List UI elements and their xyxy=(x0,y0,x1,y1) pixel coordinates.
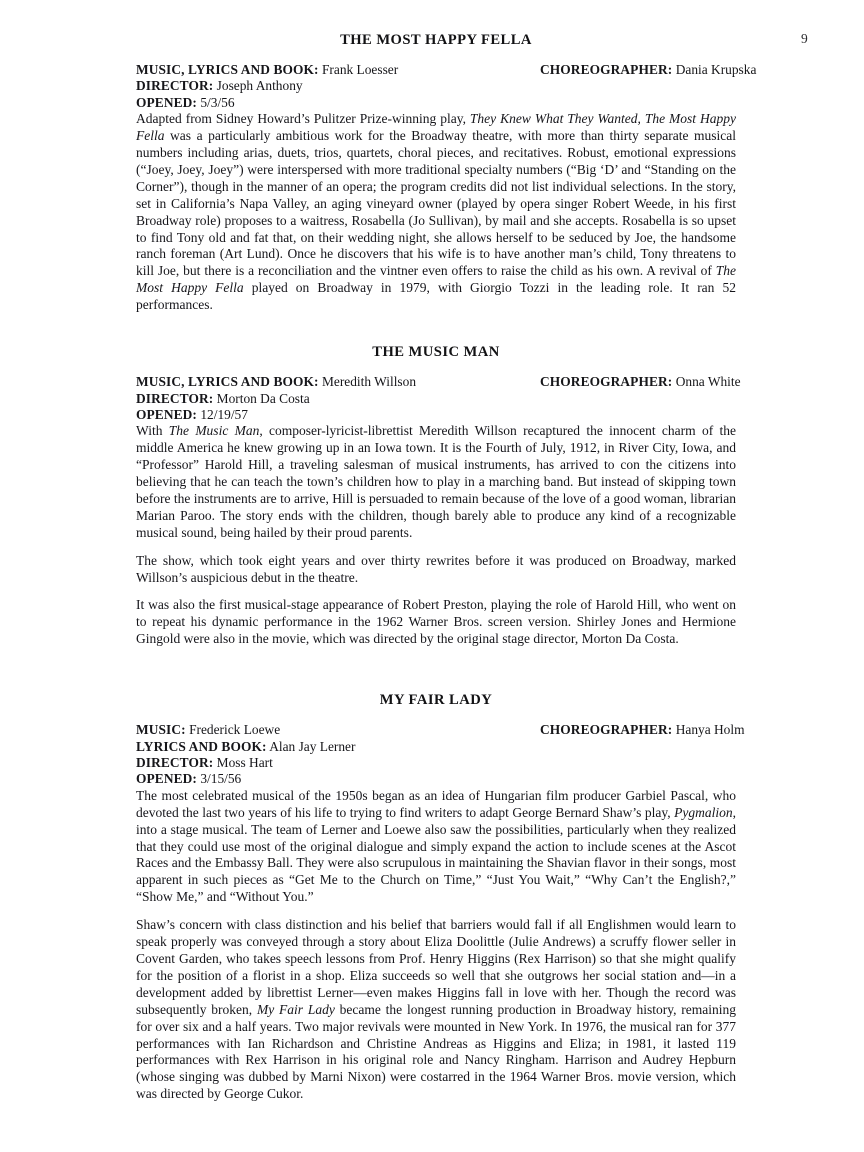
credit-label: CHOREOGRAPHER: xyxy=(540,62,673,77)
credit-label: CHOREOGRAPHER: xyxy=(540,722,673,738)
credit-value: Moss Hart xyxy=(216,755,273,770)
credit-value: 5/3/56 xyxy=(200,94,235,110)
credit-value: Meredith Willson xyxy=(321,374,417,390)
credits-block xyxy=(136,374,741,423)
credit-label: OPENED: xyxy=(136,406,197,422)
credit-label: MUSIC, LYRICS AND BOOK: xyxy=(136,374,319,390)
credit-value: Alan Jay Lerner xyxy=(269,738,356,754)
credit-label: OPENED: xyxy=(136,94,197,110)
credit-value: Onna White xyxy=(675,374,741,390)
body-paragraph: The show, which took eight years and over thirty rewrites before it was produced on Broadway, marked Willson’s auspicious debut in the theatre. xyxy=(136,552,736,585)
body-paragraph: Adapted from Sidney Howard’s Pulitzer Prize-winning play, They Knew What They Wanted, The Most Happy Fella was a particularly ambitious work for the Broadway theatre, with more than thirty separate musical numbers including arias, duets, trios, quartets, choral pieces, and recitatives. Robust, emotional expressions (“Joey, Joey, Joey”) were interspersed with more traditional specialty numbers (“Big ‘D’ and “Standing on the Corner”), though in the manner of an opera; the program credits did not list individual selections. In the story, set in California’s Napa Valley, an aging vineyard owner (played by opera singer Robert Weede, in his first Broadway role) proposes to a waitress, Rosabella (Jo Sullivan), by mail and she accepts. Rosabella is so upset to find Tony old and fat that, on their wedding night, she allows herself to be seduced by Joe, the handsome ranch foreman (Art Lund). Once he discovers that his wife is to have another man’s child, Tony threatens to kill Joe, but there is a reconciliation and the vintner even offers to raise the child as his own. A revival of The Most Happy Fella played on Broadway in 1979, with Giorgio Tozzi in the leading role. It ran 52 performances. xyxy=(136,111,737,313)
credit-label: CHOREOGRAPHER: xyxy=(540,374,673,390)
credits-block xyxy=(136,722,745,788)
credits-block xyxy=(136,62,757,111)
credit-label: MUSIC, LYRICS AND BOOK: xyxy=(136,62,319,77)
credit-label: OPENED: xyxy=(136,771,197,787)
credit-value: Hanya Holm xyxy=(675,722,745,738)
show-title: THE MUSIC MAN xyxy=(372,344,500,361)
credit-value: Dania Krupska xyxy=(675,62,757,77)
credit-director xyxy=(136,391,736,407)
show-section-my-fair-lady xyxy=(136,692,745,1103)
credit-label: DIRECTOR: xyxy=(136,755,214,770)
section-spacer xyxy=(136,314,736,344)
section-spacer xyxy=(136,648,736,692)
credit-label: MUSIC: xyxy=(136,722,186,738)
body-paragraph: Shaw’s concern with class distinction and his belief that barriers would fall if all Englishmen would learn to speak properly was conveyed through a story about Eliza Doolittle (Julie Andrews) a scruffy flower seller in Covent Garden, who takes speech lessons from Prof. Henry Higgins (Rex Harrison) so that she might qualify for the position of a florist in a shop. Eliza succeeds so well that she outgrows her social station and—in a development added by librettist Lerner—even makes Higgins fall in love with her. Though the record was subsequently broken, My Fair Lady became the longest running production in Broadway history, remaining for over six and a half years. Two major revivals were mounted in New York. In 1976, the musical ran for 377 performances with Ian Richardson and Christine Andreas as Higgins and Eliza; in 1981, it lasted 119 performances with Rex Harrison in his original role and Nancy Ringham. Harrison and Audrey Hepburn (whose singing was dubbed by Marni Nixon) were costarred in the 1964 Warner Bros. movie version, which was directed by George Cukor. xyxy=(136,917,736,1102)
credit-value: 3/15/56 xyxy=(200,771,242,787)
body-paragraph: The most celebrated musical of the 1950s began as an idea of Hungarian film producer Garbiel Pascal, who devoted the last two years of his life to trying to find writers to adapt George Bernard Shaw’s play, Pygmalion, into a stage musical. The team of Lerner and Loewe also saw the possibilities, particularly when they realized that they could use most of the original dialogue and simply expand the action to include scenes at the Ascot Races and the Embassy Ball. They were also scrupulous in maintaining the Shavian flavor in their songs, most apparent in such pieces as “Get Me to the Church on Time,” “Just You Wait,” “Why Can’t the English?,” “Show Me,” and “Without You.” xyxy=(136,787,736,905)
page-content xyxy=(136,32,757,1103)
credit-opened xyxy=(136,407,736,423)
credit-value: Joseph Anthony xyxy=(216,78,303,94)
credit-choreographer xyxy=(540,722,745,738)
credit-label: DIRECTOR: xyxy=(136,78,214,94)
credit-opened xyxy=(136,95,736,111)
credit-director xyxy=(136,755,736,771)
credit-value: 12/19/57 xyxy=(200,406,248,422)
credit-value: Morton Da Costa xyxy=(216,390,310,406)
credit-director xyxy=(136,78,736,94)
credit-label: DIRECTOR: xyxy=(136,390,214,406)
credit-choreographer xyxy=(540,62,756,78)
credit-lyrics-and-book xyxy=(136,739,736,755)
credit-value: Frank Loesser xyxy=(321,62,399,77)
credit-label: LYRICS AND BOOK: xyxy=(136,738,267,754)
show-section-most-happy-fella xyxy=(136,32,757,314)
credit-opened xyxy=(136,771,736,787)
body-paragraph: With The Music Man, composer-lyricist-librettist Meredith Willson recaptured the innocent charm of the middle America he knew growing up in an Iowa town. It is the Fourth of July, 1912, in River City, Iowa, and “Professor” Harold Hill, a traveling salesman of musical instruments, has arrived to con the citizens into believing that he can teach the town’s children how to play in a marching band. But instead of skipping town before the instruments are to arrive, Hill is persuaded to remain because of the love of a good woman, librarian Marian Paroo. The story ends with the children, though barely able to produce any kind of a recognizable musical sound, being hailed by their proud parents. xyxy=(136,423,736,540)
show-title: THE MOST HAPPY FELLA xyxy=(340,32,532,48)
show-title: MY FAIR LADY xyxy=(379,692,493,709)
show-section-music-man xyxy=(136,344,741,648)
credit-value: Frederick Loewe xyxy=(189,722,281,738)
credit-choreographer xyxy=(540,374,741,390)
body-paragraph: It was also the first musical-stage appearance of Robert Preston, playing the role of Harold Hill, who went on to repeat his dynamic performance in the 1962 Warner Bros. screen version. Shirley Jones and Hermione Gingold were also in the movie, which was directed by the original stage director, Morton Da Costa. xyxy=(136,597,736,647)
page-number: 9 xyxy=(801,31,808,46)
